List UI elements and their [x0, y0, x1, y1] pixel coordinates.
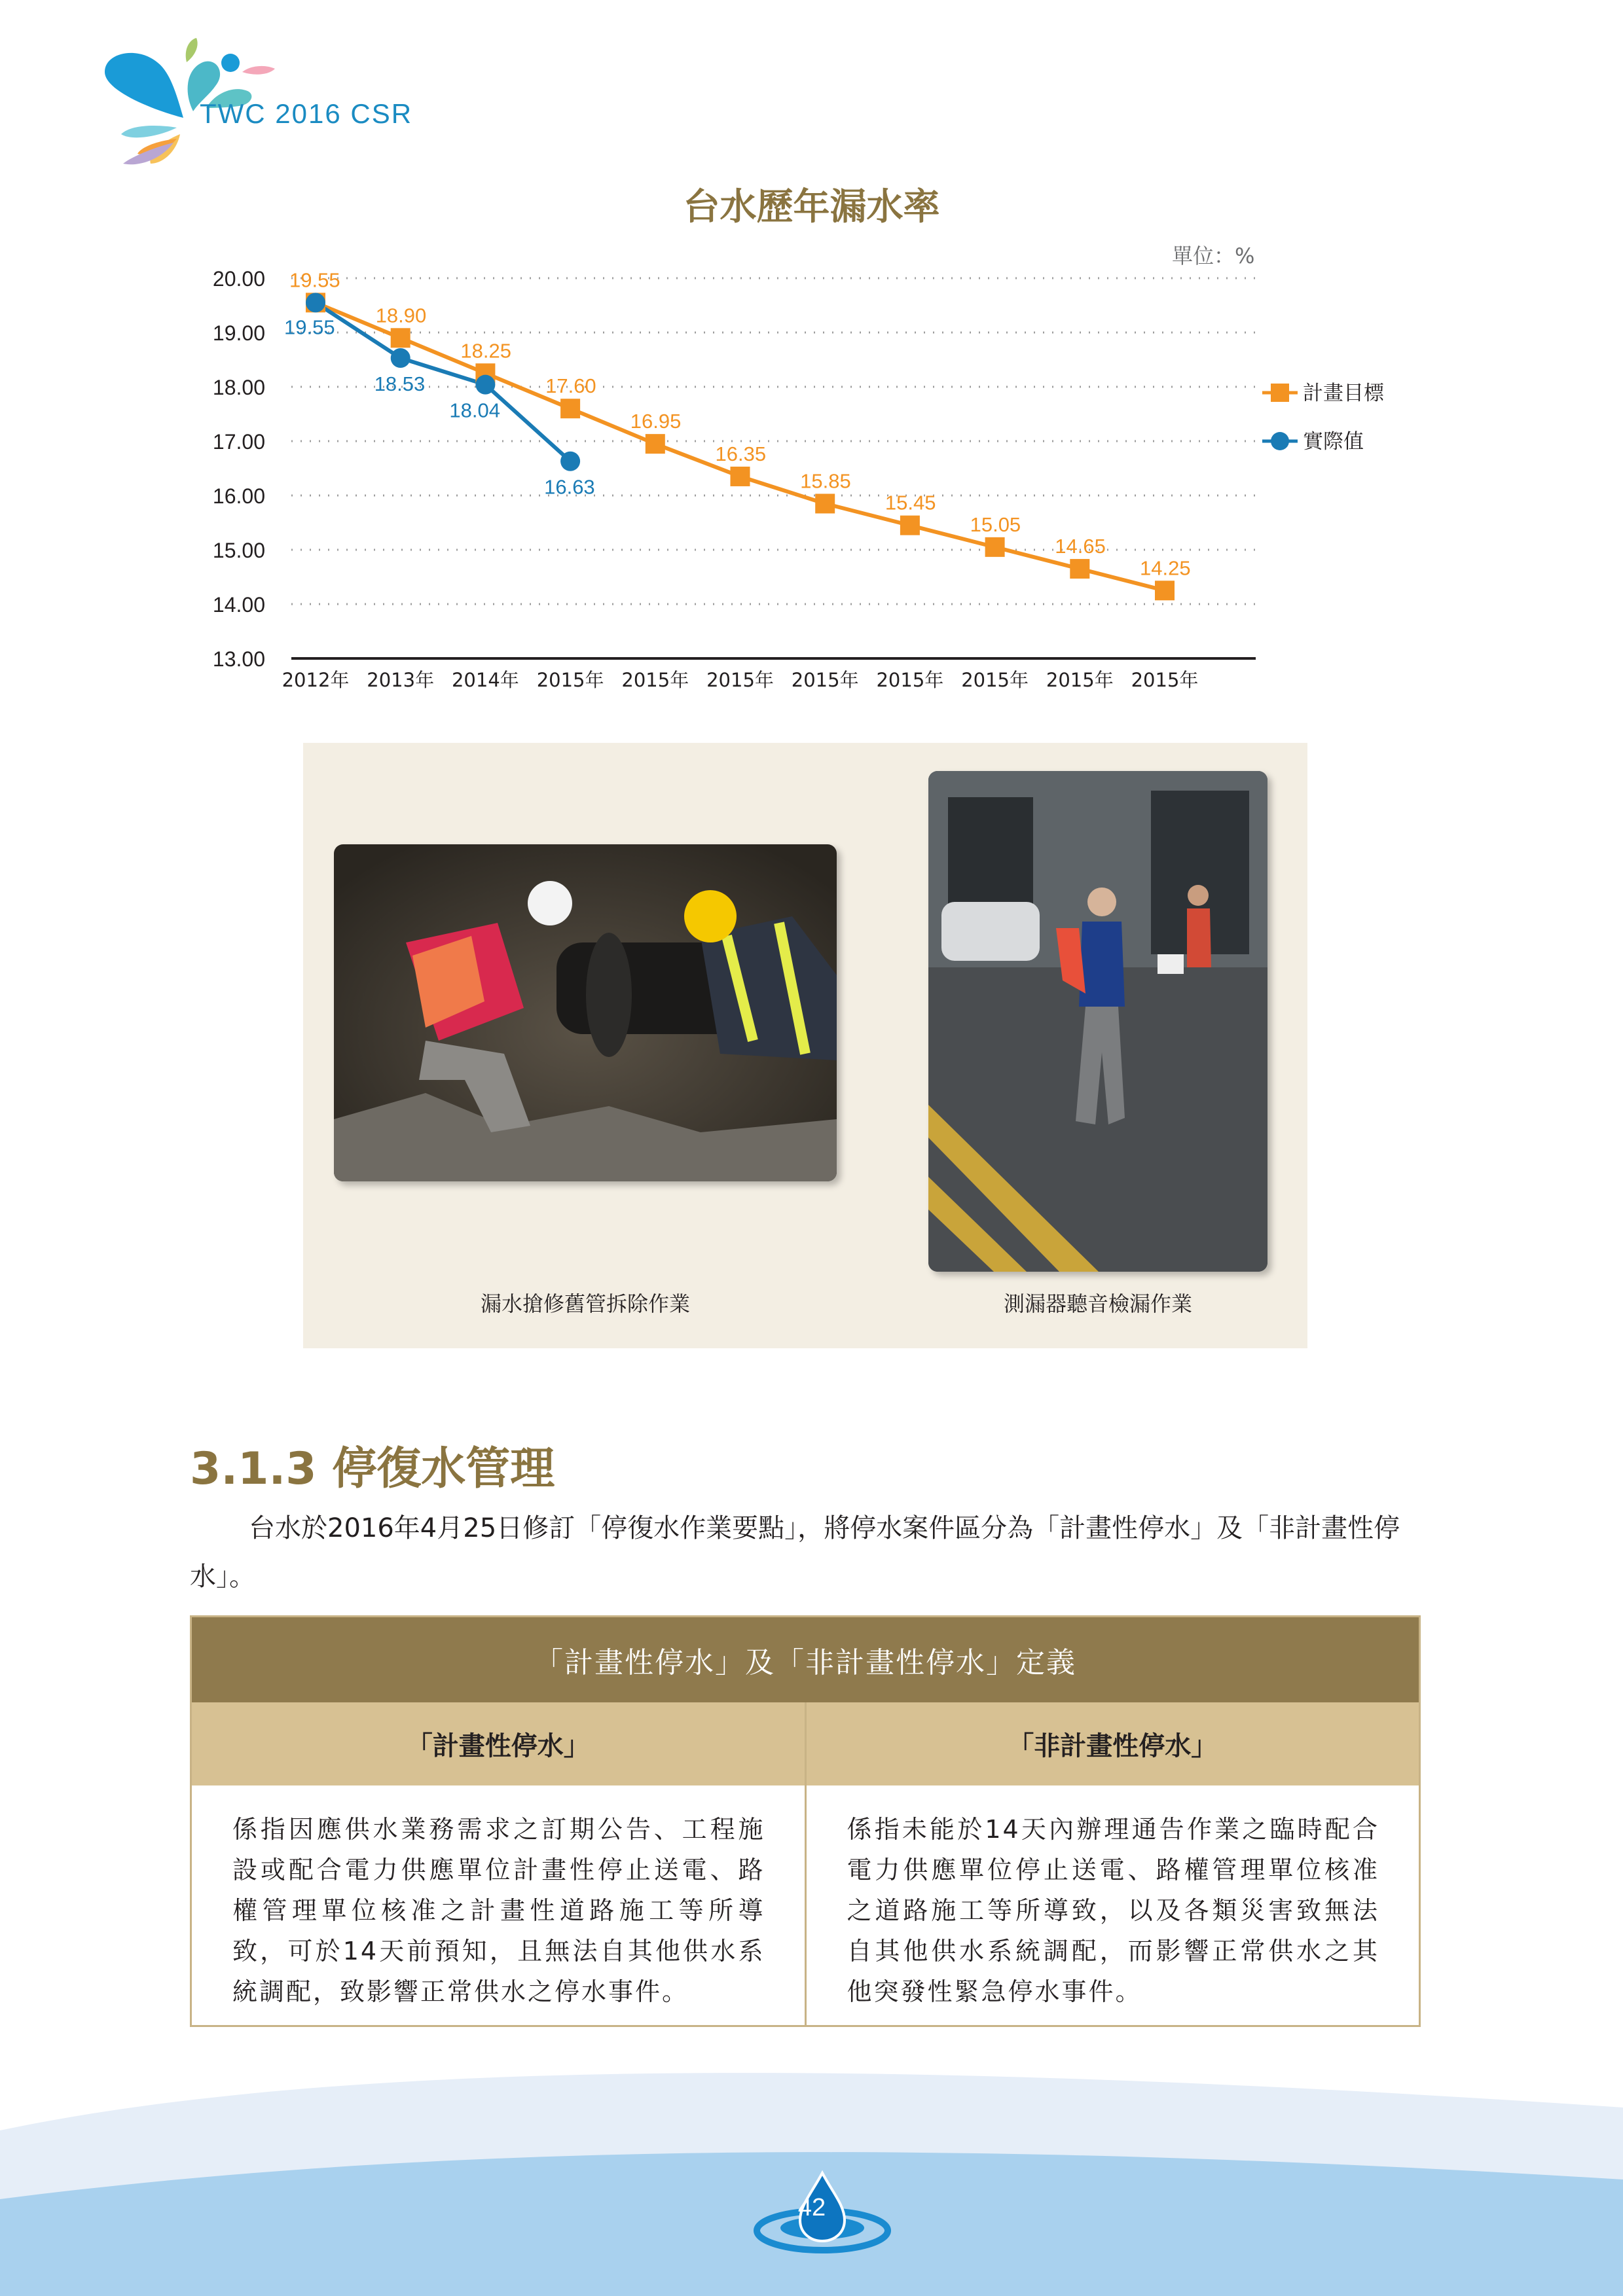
x-tick-label: 2015年: [706, 669, 774, 691]
target-point: [1070, 559, 1089, 579]
target-data-label: 15.85: [800, 469, 851, 493]
chart-title: 台水歷年漏水率: [683, 186, 940, 228]
actual-series-line: [316, 302, 570, 461]
target-data-label: 18.90: [375, 304, 427, 327]
x-tick-label: 2015年: [791, 669, 859, 691]
pipe-repair-photo: [334, 844, 837, 1181]
legend-square-marker: [1271, 384, 1289, 402]
section-heading: 3.1.3 停復水管理: [190, 1443, 555, 1495]
target-point: [900, 516, 920, 535]
x-tick-label: 2015年: [1046, 669, 1114, 691]
unplanned-outage-header: 「非計畫性停水」: [1008, 1731, 1218, 1761]
definition-table: [190, 1615, 1421, 2027]
target-data-label: 18.25: [460, 339, 511, 363]
y-tick-label: 17.00: [212, 430, 265, 454]
actual-point: [475, 375, 495, 395]
photo-panel: [303, 743, 1307, 1348]
actual-data-label: 18.04: [449, 399, 500, 422]
table-body-row: [192, 1785, 1419, 2025]
target-point: [391, 328, 410, 348]
footer-waves: [0, 2068, 1623, 2296]
target-data-label: 14.25: [1140, 556, 1191, 580]
target-point: [646, 434, 665, 454]
y-tick-label: 14.00: [212, 593, 265, 617]
y-tick-label: 16.00: [212, 484, 265, 508]
y-tick-label: 15.00: [212, 539, 265, 562]
x-tick-label: 2015年: [1131, 669, 1199, 691]
actual-point: [560, 452, 580, 471]
unplanned-outage-definition: 係指未能於14天內辦理通告作業之臨時配合電力供應單位停止送電、路權管理單位核准之道路施工等所導致，以及各類災害致無法自其他供水系統調配，而影響正常供水之其他突發性緊急停水事件。: [847, 1815, 1379, 2006]
target-point: [1155, 581, 1175, 600]
legend-label: 實際值: [1303, 430, 1364, 454]
y-tick-label: 13.00: [212, 647, 265, 671]
target-data-label: 17.60: [545, 374, 596, 398]
target-point: [731, 467, 750, 486]
leak-detection-photo: [928, 771, 1267, 1272]
actual-data-label: 16.63: [544, 475, 595, 499]
page-number: 42: [797, 2194, 826, 2221]
y-tick-label: 20.00: [212, 267, 265, 291]
target-data-label: 16.95: [630, 410, 682, 433]
target-data-label: 14.65: [1055, 535, 1106, 558]
x-tick-label: 2015年: [621, 669, 689, 691]
legend-label: 計畫目標: [1303, 382, 1384, 405]
x-tick-label: 2015年: [876, 669, 944, 691]
leak-rate-chart: [0, 0, 1623, 707]
chart-unit-label: 單位：%: [1172, 243, 1255, 268]
target-point: [815, 493, 835, 513]
table-header-row: [192, 1702, 1419, 1785]
target-data-label: 19.55: [289, 268, 340, 292]
actual-data-label: 19.55: [284, 315, 335, 339]
x-tick-label: 2012年: [282, 669, 350, 691]
actual-point: [391, 348, 410, 368]
y-tick-label: 19.00: [212, 321, 265, 345]
y-tick-label: 18.00: [212, 376, 265, 399]
table-title: 「計畫性停水」及「非計畫性停水」定義: [192, 1617, 1419, 1702]
legend-circle-marker: [1271, 432, 1289, 450]
left-photo-caption: 漏水搶修舊管拆除作業: [480, 1291, 690, 1316]
target-data-label: 15.45: [884, 491, 936, 514]
actual-point: [306, 293, 325, 312]
actual-data-label: 18.53: [374, 372, 426, 396]
target-point: [560, 399, 580, 418]
target-data-label: 15.05: [970, 512, 1021, 536]
x-tick-label: 2014年: [451, 669, 519, 691]
target-point: [985, 537, 1005, 557]
x-tick-label: 2015年: [961, 669, 1029, 691]
target-data-label: 16.35: [715, 442, 767, 465]
x-tick-label: 2013年: [367, 669, 435, 691]
logo-text: TWC 2016 CSR: [200, 98, 413, 129]
x-tick-label: 2015年: [536, 669, 604, 691]
planned-outage-definition: 係指因應供水業務需求之訂期公告、工程施設或配合電力供應單位計畫性停止送電、路權管理單位核准之計畫性道路施工等所導致，可於14天前預知，且無法自其他供水系統調配，致影響正常供水之停水事件。: [192, 1785, 807, 2025]
right-photo-caption: 測漏器聽音檢漏作業: [1003, 1291, 1192, 1316]
intro-paragraph: 台水於2016年4月25日修訂「停復水作業要點」，將停水案件區分為「計畫性停水」及「非計畫性停水」。: [190, 1513, 1400, 1592]
planned-outage-header: 「計畫性停水」: [192, 1702, 807, 1785]
